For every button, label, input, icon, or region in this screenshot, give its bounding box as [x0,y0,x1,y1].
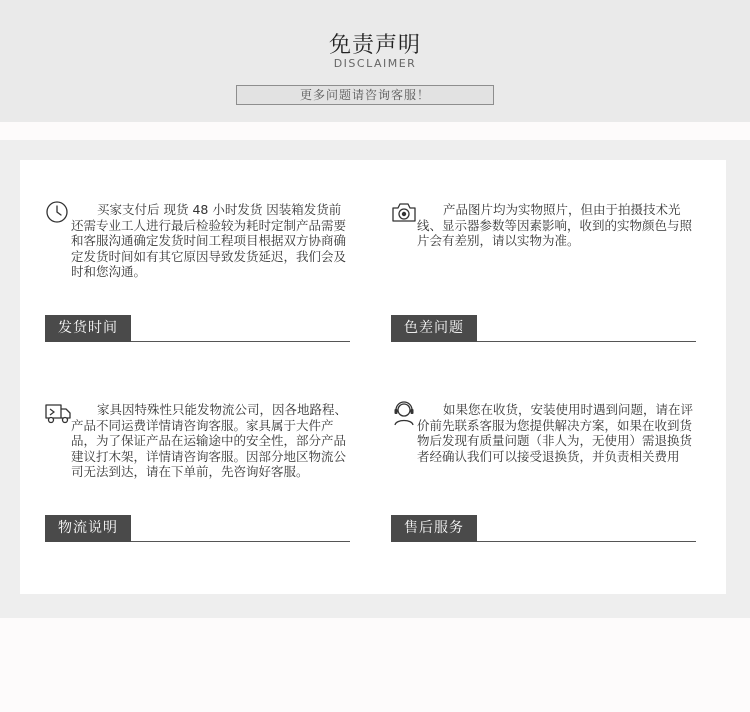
contact-notice: 更多问题请咨询客服！ [236,85,494,105]
divider [477,541,696,542]
color-difference-text: 产品图片均为实物照片，但由于拍摄技术光线、显示器参数等因素影响，收到的实物颜色与照片会有差别，请以实物为准。 [417,202,693,248]
after-sales-section [391,400,701,545]
camera-icon [391,200,417,226]
logistics-text: 家具因特殊性只能发物流公司，因各地路程、产品不同运费详情请咨询客服。家具属于大件产品，为了保证产品在运输途中的安全性，部分产品建议打木架，详情请咨询客服。因部分地区物流公司无法到达，请在下单前，先咨询好客服。 [71,402,348,479]
divider [477,341,696,342]
divider [131,541,350,542]
shipping-time-text: 买家支付后 现货 48 小时发货 因装箱发货前还需专业工人进行最后检验较为耗时定制产品需要和客服沟通确定发货时间工程项目根据双方协商确定发货时间如有其它原因导致发货延迟，我们会及时和您沟通。 [71,202,347,279]
customer-service-icon [391,400,417,426]
logistics-label: 物流说明 [45,515,131,542]
divider [131,341,350,342]
shipping-time-label: 发货时间 [45,315,131,342]
page-subtitle: DISCLAIMER [333,57,417,70]
logistics-section [45,400,355,545]
shipping-time-section [45,200,355,345]
after-sales-label: 售后服务 [391,515,477,542]
delivery-truck-icon [45,400,71,426]
content-panel [20,160,726,594]
color-difference-label: 色差问题 [391,315,477,342]
header [0,0,750,122]
page-title: 免责声明 [328,33,421,58]
clock-icon [45,200,71,226]
color-difference-section [391,200,701,345]
after-sales-text: 如果您在收货，安装使用时遇到问题，请在评价前先联系客服为您提供解决方案，如果在收到货物后发现有质量问题（非人为，无使用）需退换货者经确认我们可以接受退换货，并负责相关费用 [417,402,694,464]
